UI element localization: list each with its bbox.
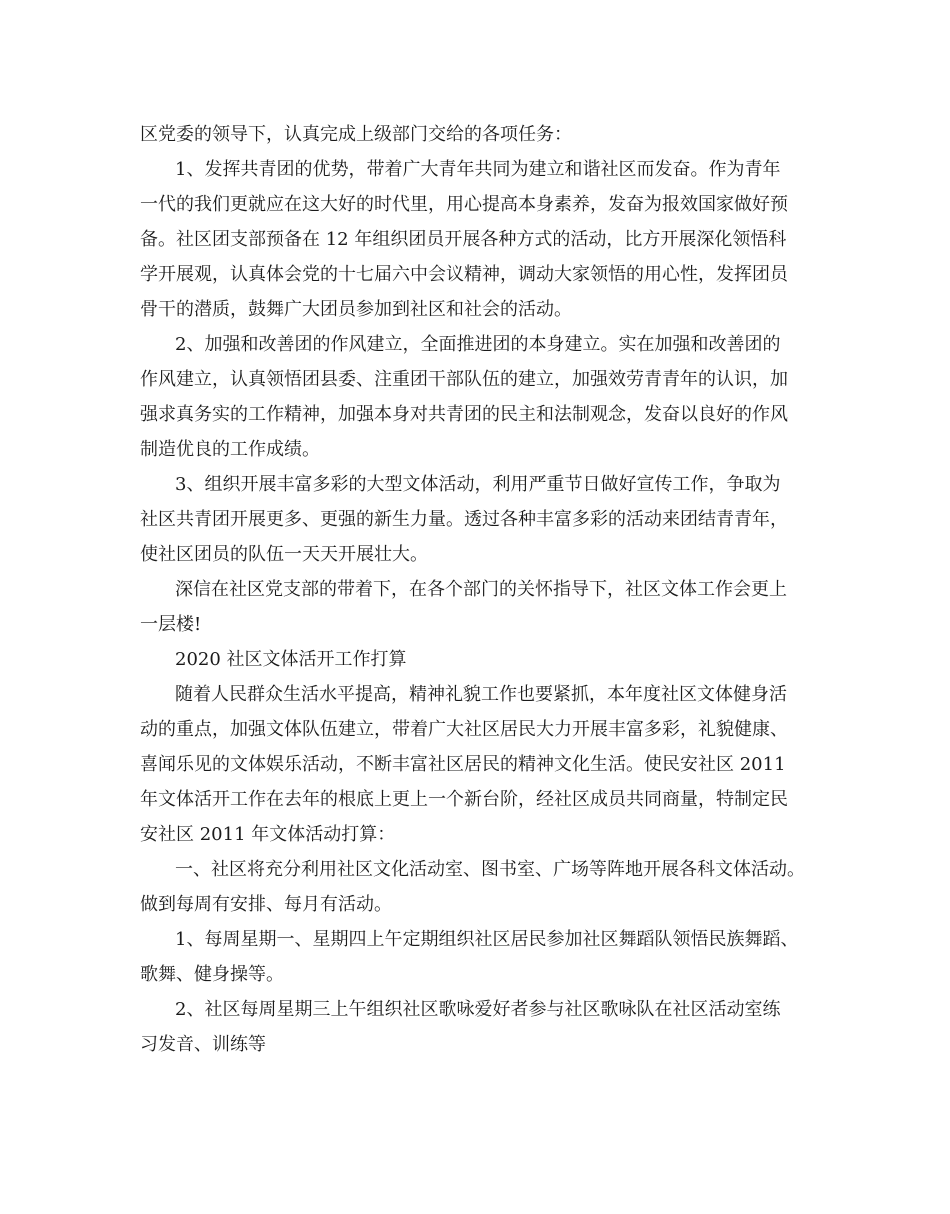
text-line: 社区共青团开展更多、更强的新生力量。透过各种丰富多彩的活动来团结青青年， bbox=[140, 509, 788, 530]
text-line: 一代的我们更就应在这大好的时代里，用心提高本身素养，发奋为报效国家做好预 bbox=[140, 194, 788, 215]
text-line: 制造优良的工作成绩。 bbox=[140, 439, 320, 460]
text-line: 动的重点，加强文体队伍建立，带着广大社区居民大力开展丰富多彩，礼貌健康、 bbox=[140, 719, 788, 740]
document-body bbox=[140, 117, 820, 1062]
paragraph-start-line: 深信在社区党支部的带着下，在各个部门的关怀指导下，社区文体工作会更上 bbox=[175, 579, 787, 600]
paragraph-start-line: 1、发挥共青团的优势，带着广大青年共同为建立和谐社区而发奋。作为青年 bbox=[175, 159, 781, 180]
text-line: 备。社区团支部预备在 12 年组织团员开展各种方式的活动，比方开展深化领悟科 bbox=[140, 229, 787, 250]
text-line: 作风建立，认真领悟团县委、注重团干部队伍的建立，加强效劳青青年的认识，加 bbox=[140, 369, 788, 390]
text-line: 一层楼! bbox=[140, 614, 202, 635]
paragraph-start-line: 2、社区每周星期三上午组织社区歌咏爱好者参与社区歌咏队在社区活动室练 bbox=[175, 999, 781, 1020]
text-line: 年文体活开工作在去年的根底上更上一个新台阶，经社区成员共同商量，特制定民 bbox=[140, 789, 788, 810]
paragraph-start-line: 1、每周星期一、星期四上午定期组织社区居民参加社区舞蹈队领悟民族舞蹈、 bbox=[175, 929, 799, 950]
text-line: 使社区团员的队伍一天天开展壮大。 bbox=[140, 544, 428, 565]
text-line: 做到每周有安排、每月有活动。 bbox=[140, 894, 392, 915]
text-line: 学开展观，认真体会党的十七届六中会议精神，调动大家领悟的用心性，发挥团员 bbox=[140, 264, 788, 285]
section-heading: 2020 社区文体活开工作打算 bbox=[175, 649, 407, 670]
paragraph-start-line: 随着人民群众生活水平提高，精神礼貌工作也要紧抓，本年度社区文体健身活 bbox=[175, 684, 787, 705]
text-line: 区党委的领导下，认真完成上级部门交给的各项任务： bbox=[140, 124, 572, 145]
paragraph-start-line: 2、加强和改善团的作风建立，全面推进团的本身建立。实在加强和改善团的 bbox=[175, 334, 781, 355]
paragraph-start-line: 一、社区将充分利用社区文化活动室、图书室、广场等阵地开展各科文体活动。 bbox=[175, 859, 805, 880]
paragraph-start-line: 3、组织开展丰富多彩的大型文体活动，利用严重节日做好宣传工作，争取为 bbox=[175, 474, 781, 495]
text-line: 习发音、训练等 bbox=[140, 1034, 266, 1055]
text-line: 歌舞、健身操等。 bbox=[140, 964, 284, 985]
text-line: 喜闻乐见的文体娱乐活动，不断丰富社区居民的精神文化生活。使民安社区 2011 bbox=[140, 754, 786, 775]
text-line: 强求真务实的工作精神，加强本身对共青团的民主和法制观念，发奋以良好的作风 bbox=[140, 404, 788, 425]
text-line: 骨干的潜质，鼓舞广大团员参加到社区和社会的活动。 bbox=[140, 299, 572, 320]
text-line: 安社区 2011 年文体活动打算： bbox=[140, 824, 396, 845]
